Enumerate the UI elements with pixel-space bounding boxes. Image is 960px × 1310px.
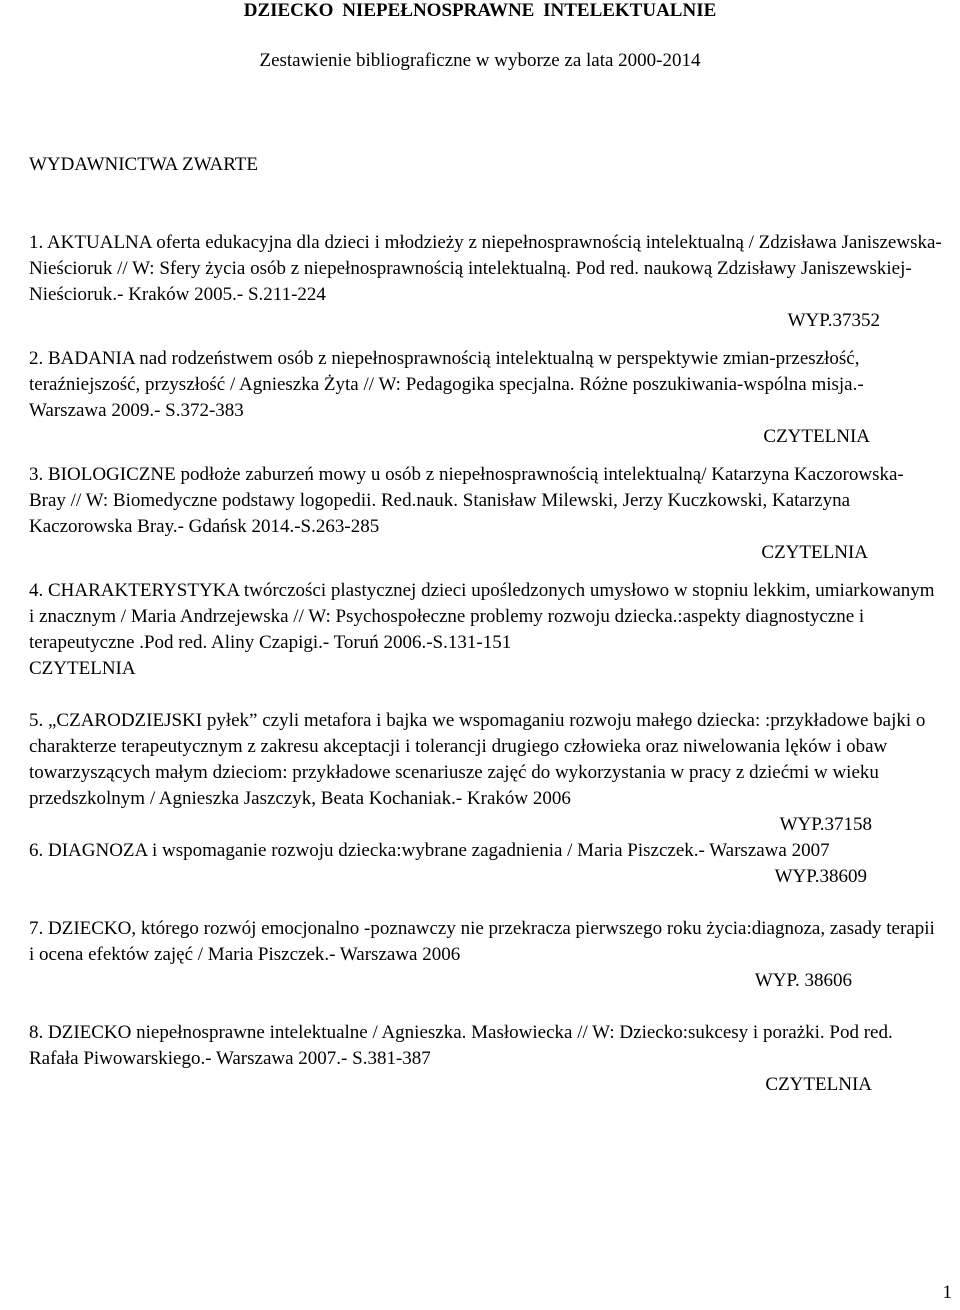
entry-text: 2. BADANIA nad rodzeństwem osób z niepełnosprawnością intelektualną w perspektywie zmian-przeszłość, teraźniejszość, przyszłość / Agnieszka Żyta // W: Pedagogika specjalna. Różne poszukiwania-wspólna misja.- Warszawa 2009.- S.372-383 <box>29 348 864 421</box>
bibliography-entry <box>29 916 942 994</box>
entry-location: WYP.37158 <box>779 814 872 835</box>
entry-location: CZYTELNIA <box>765 1074 872 1095</box>
document-subtitle: Zestawienie bibliograficzne w wyborze za lata 2000-2014 <box>259 50 701 71</box>
entry-text: 3. BIOLOGICZNE podłoże zaburzeń mowy u osób z niepełnosprawnością intelektualną/ Katarzyna Kaczorowska- Bray // W: Biomedyczne podstawy logopedii. Red.nauk. Stanisław Milewski, Jerzy Kuczkowski, Katarzyna Kaczorowska Bray.- Gdańsk 2014.-S.263-285 <box>29 464 904 537</box>
bibliography-entry <box>29 462 942 566</box>
bibliography-entry <box>29 346 942 450</box>
entry-location: CZYTELNIA <box>761 542 868 563</box>
entry-location: WYP.37352 <box>787 310 880 331</box>
entry-text: 5. „CZARODZIEJSKI pyłek” czyli metafora i bajka we wspomaganiu rozwoju małego dziecka: :przykładowe bajki o charakterze terapeutycznym z zakresu akceptacji i tolerancji drugiego człowieka oraz niwelowania lęków i obaw towarzyszących małym dzieciom: przykładowe scenariusze zajęć do wykorzystania w pracy z dziećmi w wieku przedszkolnym / Agnieszka Jaszczyk, Beata Kochaniak.- Kraków 2006 <box>29 710 926 809</box>
entry-location: CZYTELNIA <box>29 658 136 679</box>
bibliography-entry <box>29 230 942 334</box>
entry-location: WYP.38609 <box>774 866 867 887</box>
bibliography-entry <box>29 838 942 890</box>
bibliography-list <box>29 230 942 1098</box>
entry-text: 8. DZIECKO niepełnosprawne intelektualne / Agnieszka. Masłowiecka // W: Dziecko:sukcesy i porażki. Pod red. Rafała Piwowarskiego.- Warszawa 2007.- S.381-387 <box>29 1022 893 1069</box>
entry-location: WYP. 38606 <box>754 970 852 991</box>
bibliography-entry <box>29 708 942 838</box>
entry-text: 4. CHARAKTERYSTYKA twórczości plastycznej dzieci upośledzonych umysłowo w stopniu lekkim, umiarkowanym i znacznym / Maria Andrzejewska // W: Psychospołeczne problemy rozwoju dziecka.:aspekty diagnostyczne i terapeutyczne .Pod red. Aliny Czapigi.- Toruń 2006.-S.131-151 <box>29 580 935 653</box>
entry-text: 6. DIAGNOZA i wspomaganie rozwoju dziecka:wybrane zagadnienia / Maria Piszczek.- Warszawa 2007 <box>29 840 830 861</box>
section-heading: WYDAWNICTWA ZWARTE <box>29 154 258 175</box>
bibliography-entry <box>29 1020 942 1098</box>
page-number: 1 <box>942 1282 952 1303</box>
bibliography-entry <box>29 578 942 682</box>
entry-location: CZYTELNIA <box>763 426 870 447</box>
entry-text: 7. DZIECKO, którego rozwój emocjonalno -poznawczy nie przekracza pierwszego roku życia:diagnoza, zasady terapii i ocena efektów zajęć / Maria Piszczek.- Warszawa 2006 <box>29 918 935 965</box>
document-title: DZIECKO NIEPEŁNOSPRAWNE INTELEKTUALNIE <box>243 0 717 21</box>
entry-text: 1. AKTUALNA oferta edukacyjna dla dzieci i młodzieży z niepełnosprawnością intelektualną / Zdzisława Janiszewska-Nieścioruk // W: Sfery życia osób z niepełnosprawnością intelektualną. Pod red. naukową Zdzisławy Janiszewskiej-Nieścioruk.- Kraków 2005.- S.211-224 <box>29 232 942 305</box>
